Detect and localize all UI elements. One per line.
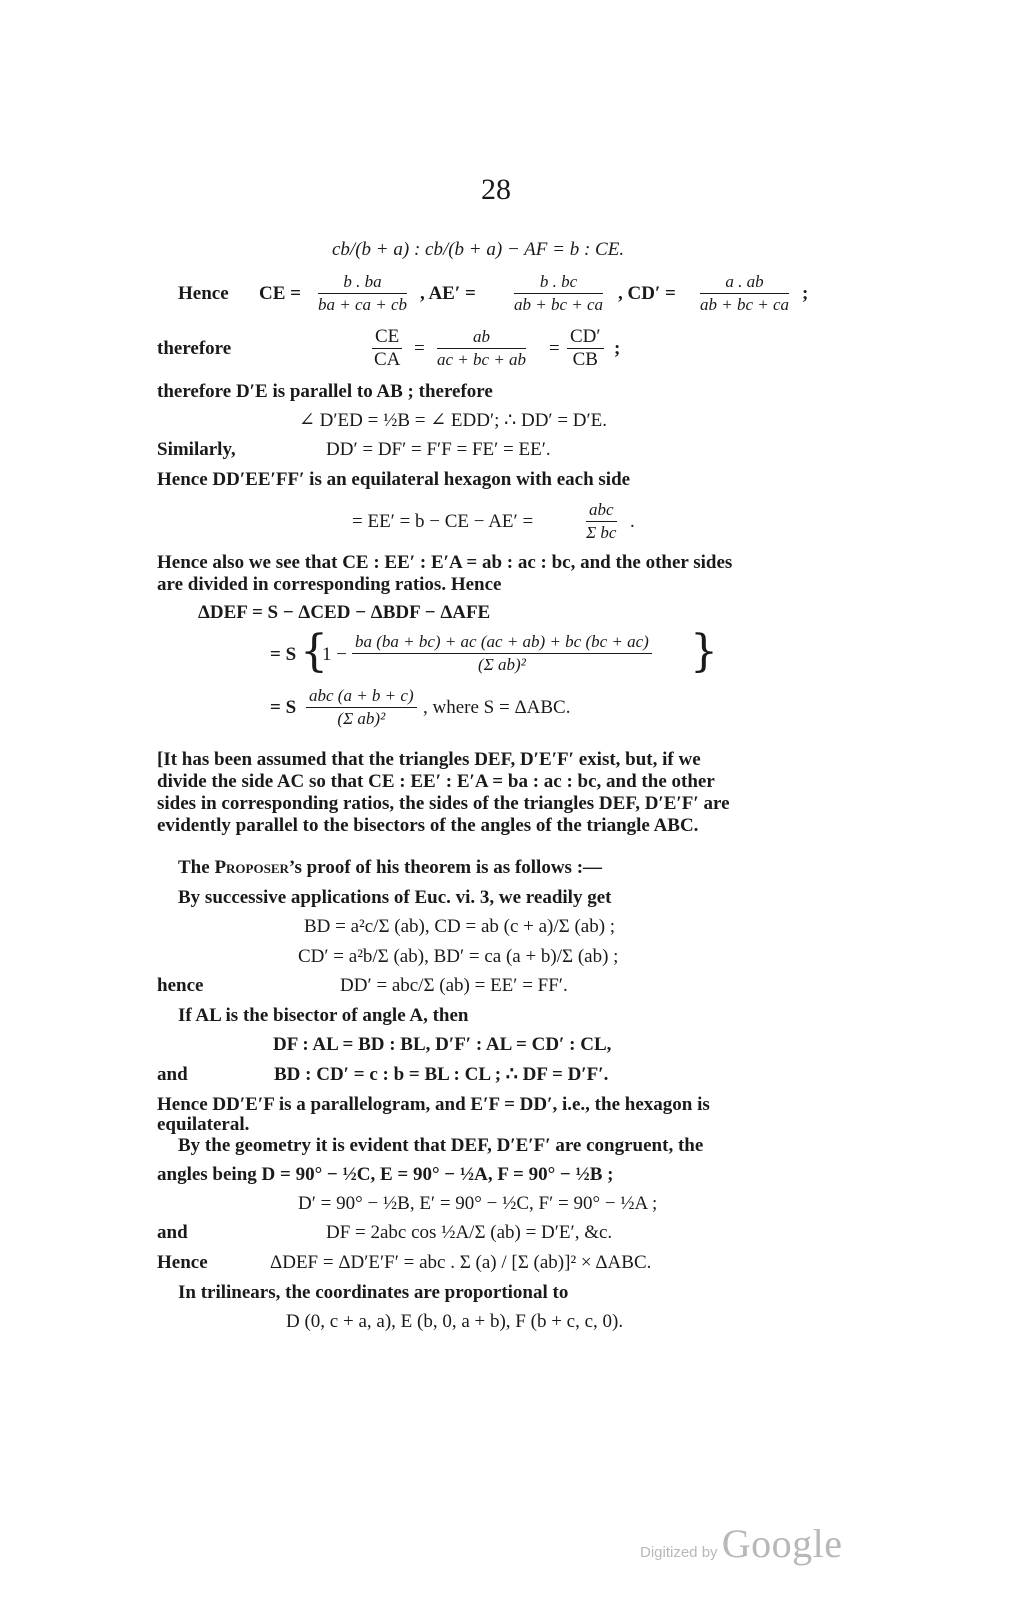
text-line: Hence also we see that CE : EE′ : E′A = ab : ac : bc, and the other sides [157, 552, 733, 573]
fraction-denominator: ac + bc + ab [437, 350, 527, 369]
line-end: ; [802, 283, 809, 304]
fraction-denominator: ab + bc + ca [700, 295, 790, 314]
text-line: If AL is the bisector of angle A, then [178, 1005, 469, 1026]
equals-sign: = [414, 338, 425, 359]
equation-line: BD : CD′ = c : b = BL : CL ; ∴ DF = D′F′. [274, 1064, 609, 1085]
fraction-numerator: ab [437, 327, 526, 349]
fraction-numerator: a . ab [700, 272, 789, 294]
fraction-numerator: b . ba [318, 272, 407, 294]
fraction-ae [514, 272, 603, 315]
digitized-watermark [640, 1520, 842, 1567]
one-minus: 1 − [322, 644, 347, 665]
ce-lhs: CE = [259, 283, 301, 304]
equation-line: ∠ D′ED = ½B = ∠ EDD′; ∴ DD′ = D′E. [299, 410, 608, 431]
fraction-ce [318, 272, 407, 315]
line-end: . [630, 511, 635, 532]
equation-line: CD′ = a²b/Σ (ab), BD′ = ca (a + b)/Σ (ab) ; [298, 946, 619, 967]
equation-line: DF : AL = BD : BL, D′F′ : AL = CD′ : CL, [273, 1034, 612, 1055]
paragraph-line: sides in corresponding ratios, the sides of the triangles DEF, D′E′F′ are [157, 793, 730, 814]
fraction-denominator: Σ bc [586, 523, 617, 542]
equals-s: = S [270, 697, 297, 718]
fraction-numerator: ba (ba + bc) + ac (ac + ab) + bc (bc + ac) [352, 632, 652, 654]
left-brace: { [300, 626, 328, 677]
equation-line: BD = a²c/Σ (ab), CD = ab (c + a)/Σ (ab) ; [304, 916, 616, 937]
text-line: By the geometry it is evident that DEF, D′E′F′ are congruent, the [178, 1135, 704, 1156]
cd-lhs: , CD′ = [618, 283, 676, 304]
and-label: and [157, 1222, 188, 1243]
equation-line: DF = 2abc cos ½A/Σ (ab) = D′E′, &c. [326, 1222, 613, 1243]
fraction-cd-cb [567, 327, 604, 370]
equals-s: = S [270, 644, 297, 665]
text-line: equilateral. [157, 1114, 250, 1135]
paragraph-line: evidently parallel to the bisectors of the angles of the triangle ABC. [157, 815, 699, 836]
equals-sign: = [549, 338, 560, 359]
equation-line: = EE′ = b − CE − AE′ = [352, 511, 534, 532]
fraction-denominator: CB [572, 349, 598, 370]
fraction-denominator: (Σ ab)² [478, 655, 526, 674]
text-line: therefore D′E is parallel to AB ; therefore [157, 381, 493, 402]
text-line: are divided in corresponding ratios. Hence [157, 574, 502, 595]
fraction-ab [437, 327, 526, 370]
fraction-ce-ca [372, 327, 402, 370]
fraction-numerator: abc (a + b + c) [306, 686, 417, 708]
fraction-numerator: CD′ [567, 327, 604, 349]
therefore-label: therefore [157, 338, 232, 359]
text-line: By successive applications of Euc. vi. 3, we readily get [178, 887, 612, 908]
similarly-label: Similarly, [157, 439, 236, 460]
fraction-numerator: CE [372, 327, 402, 349]
equation-line: ΔDEF = ΔD′E′F′ = abc . Σ (a) / [Σ (ab)]² × ΔABC. [270, 1252, 652, 1273]
line-end: ; [614, 338, 621, 359]
fraction-denominator: (Σ ab)² [337, 709, 386, 728]
digitized-text: Digitized by [640, 1544, 722, 1561]
fraction-cd [700, 272, 789, 315]
text-line: angles being D = 90° − ½C, E = 90° − ½A, F = 90° − ½B ; [157, 1164, 614, 1185]
fraction-numerator: b . bc [514, 272, 603, 294]
paragraph-line: divide the side AC so that CE : EE′ : E′A = ba : ac : bc, and the other [157, 771, 715, 792]
where-clause: , where S = ΔABC. [423, 697, 571, 718]
hence-label: Hence [157, 1252, 208, 1273]
hence-label: Hence [178, 283, 229, 304]
equation-line: DD′ = DF′ = F′F = FE′ = EE′. [326, 439, 551, 460]
proposer-pre: The [178, 857, 215, 878]
text-line: In trilinears, the coordinates are proportional to [178, 1282, 569, 1303]
equation-line: ΔDEF = S − ΔCED − ΔBDF − ΔAFE [198, 602, 491, 623]
text-line: Hence DD′E′F is a parallelogram, and E′F = DD′, i.e., the hexagon is [157, 1094, 710, 1115]
equation-line: D (0, c + a, a), E (b, 0, a + b), F (b + c, c, 0). [286, 1311, 624, 1332]
fraction-big [352, 632, 652, 675]
proposer-line [178, 857, 602, 879]
paragraph-line: [It has been assumed that the triangles DEF, D′E′F′ exist, but, if we [157, 749, 701, 770]
google-logo: Google [721, 1521, 843, 1566]
equation-line: cb/(b + a) : cb/(b + a) − AF = b : CE. [332, 239, 625, 260]
equation-line: DD′ = abc/Σ (ab) = EE′ = FF′. [340, 975, 568, 996]
page-number: 28 [481, 173, 511, 206]
fraction-abc-sum [306, 686, 417, 729]
text-line: Hence DD′EE′FF′ is an equilateral hexagon with each side [157, 469, 631, 490]
hence-label: hence [157, 975, 204, 996]
right-brace: } [690, 626, 718, 677]
equation-line: D′ = 90° − ½B, E′ = 90° − ½C, F′ = 90° − ½A ; [298, 1193, 658, 1214]
fraction-denominator: ba + ca + cb [318, 295, 408, 314]
proposer-post: ’s proof of his theorem is as follows :— [288, 857, 603, 878]
fraction-abc-sigma [586, 500, 617, 543]
ae-lhs: , AE′ = [420, 283, 476, 304]
and-label: and [157, 1064, 188, 1085]
fraction-numerator: abc [586, 500, 617, 522]
fraction-denominator: ab + bc + ca [514, 295, 604, 314]
proposer-word: Proposer [214, 857, 289, 878]
fraction-denominator: CA [373, 349, 401, 370]
